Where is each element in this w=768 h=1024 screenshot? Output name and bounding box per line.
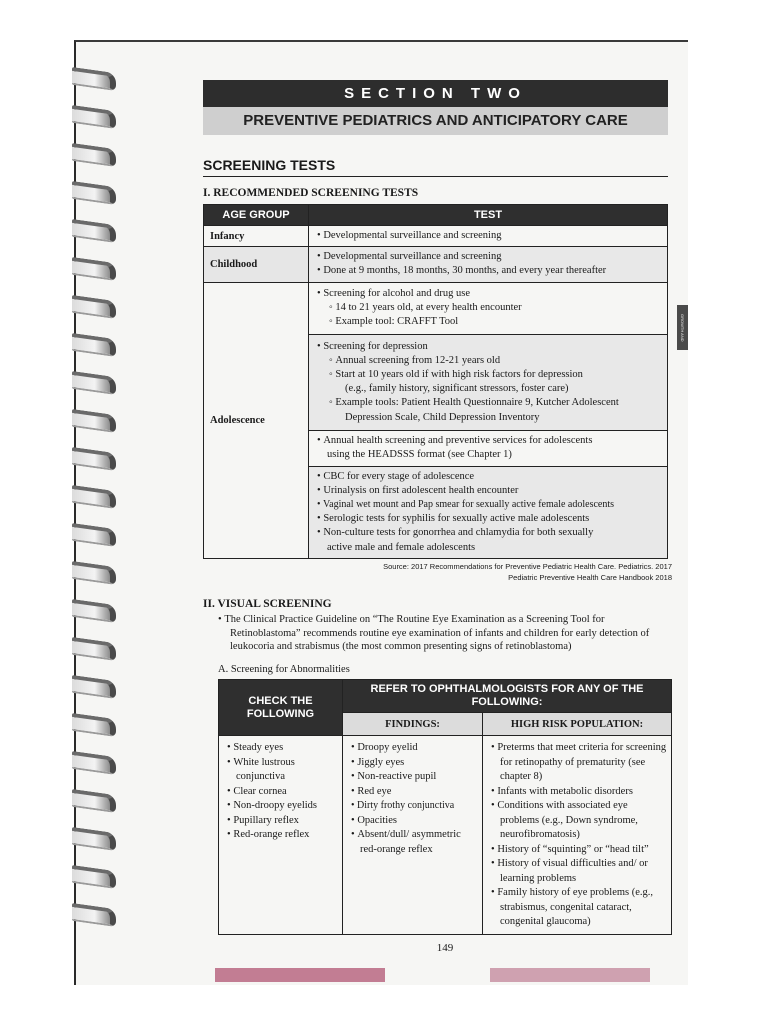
list-item: • Preterms that meet criteria for screening for retinopathy of prematurity (see chapter 8) (491, 741, 667, 785)
list-item: • History of “squinting” or “head tilt” (491, 843, 667, 858)
table-row (204, 247, 668, 282)
test-item: • Done at 9 months, 18 months, 30 months, and every year thereafter (317, 264, 661, 278)
test-item: • Urinalysis on first adolescent health encounter (317, 484, 661, 498)
eye-screening-table (218, 679, 672, 935)
list-item: • Red-orange reflex (227, 828, 338, 843)
list-item: • Red eye (351, 785, 478, 800)
col-header-age-group: AGE GROUP (204, 205, 309, 226)
test-subitem: ◦ 14 to 21 years old, at every health encounter (317, 301, 661, 315)
test-subitem: ◦ Annual screening from 12-21 years old (317, 354, 661, 368)
test-cell (309, 282, 668, 334)
high-risk-column (483, 736, 672, 935)
page-number: 149 (436, 942, 454, 954)
test-item: • Developmental surveillance and screening (317, 250, 661, 264)
table-header-row (219, 680, 672, 713)
col-header-high-risk: HIGH RISK POPULATION: (483, 713, 672, 736)
part1-heading: I. RECOMMENDED SCREENING TESTS (203, 187, 419, 199)
source-line: Pediatric Preventive Health Care Handbook 2018 (508, 573, 672, 582)
test-subitem-cont: Depression Scale, Child Depression Inventory (345, 411, 540, 423)
test-item-cont: using the HEADSSS format (see Chapter 1) (327, 449, 512, 461)
list-item: • Pupillary reflex (227, 814, 338, 829)
col-header-test: TEST (309, 205, 668, 226)
source-citation (300, 561, 672, 583)
test-cell (309, 334, 668, 430)
section-title: SECTION TWO (203, 80, 668, 107)
test-subitem: ◦ Example tool: CRAFFT Tool (317, 315, 661, 329)
guideline-bullet: • The Clinical Practice Guideline on “The Routine Eye Examination as a Screening Tool for Retinoblastoma” recommends routine eye examination of infants and children for early detection of leukocoria and strabismus (the most common presenting signs of retinoblastoma) (218, 613, 670, 654)
test-item: • Developmental surveillance and screening (317, 230, 501, 241)
test-item: • Serologic tests for syphilis for sexually active male adolescents (317, 512, 661, 526)
list-item: • Family history of eye problems (e.g., strabismus, congenital cataract, congenital glaucoma) (491, 886, 667, 930)
part2-heading: II. VISUAL SCREENING (203, 598, 332, 610)
test-item-cont: active male and female adolescents (327, 541, 476, 553)
age-group-adolescence: Adolescence (204, 282, 309, 558)
list-item: • Jiggly eyes (351, 756, 478, 771)
test-item: • Non-culture tests for gonorrhea and chlamydia for both sexually (317, 526, 661, 540)
age-group-childhood: Childhood (204, 247, 309, 282)
test-item: • Screening for depression (317, 340, 661, 354)
col-header-check: CHECK THE FOLLOWING (219, 680, 343, 736)
topic-title: SCREENING TESTS (203, 157, 668, 177)
list-item: • Clear cornea (227, 785, 338, 800)
screening-abnormalities-heading: A. Screening for Abnormalities (218, 664, 350, 675)
list-item: • Opacities (351, 814, 478, 829)
list-item: • Non-reactive pupil (351, 770, 478, 785)
list-item: • Absent/dull/ asymmetric red-orange reflex (351, 828, 478, 857)
table-row (204, 282, 668, 334)
spiral-binding (72, 50, 120, 950)
next-page-edge (215, 968, 670, 986)
test-cell (309, 430, 668, 466)
list-item: • Steady eyes (227, 741, 338, 756)
table-row (219, 736, 672, 935)
list-item: • Non-droopy eyelids (227, 799, 338, 814)
list-item: • Droopy eyelid (351, 741, 478, 756)
test-cell (309, 466, 668, 558)
test-item: • Vaginal wet mount and Pap smear for sexually active female adolescents (317, 498, 661, 512)
findings-column (343, 736, 483, 935)
test-item: • Annual health screening and preventive services for adolescents (317, 434, 661, 448)
visual-screening-text (218, 613, 670, 654)
col-header-refer: REFER TO OPHTHALMOLOGISTS FOR ANY OF THE FOLLOWING: (343, 680, 672, 713)
test-subitem: ◦ Start at 10 years old if with high risk factors for depression (317, 368, 661, 382)
table-header-row (204, 205, 668, 226)
col-header-findings: FINDINGS: (343, 713, 483, 736)
check-column (219, 736, 343, 935)
test-item: • Screening for alcohol and drug use (317, 287, 661, 301)
screening-tests-table (203, 204, 668, 559)
list-item: • Dirty frothy conjunctiva (351, 799, 478, 814)
section-subtitle: PREVENTIVE PEDIATRICS AND ANTICIPATORY CARE (203, 107, 668, 135)
list-item: • Infants with metabolic disorders (491, 785, 667, 800)
test-subitem-cont: (e.g., family history, significant stressors, foster care) (345, 383, 569, 395)
list-item: • White lustrous conjunctiva (227, 756, 338, 785)
test-cell (309, 226, 668, 247)
chapter-side-tab: GROWTH AND (677, 305, 688, 350)
table-row (204, 226, 668, 247)
test-subitem: ◦ Example tools: Patient Health Questionnaire 9, Kutcher Adolescent (317, 396, 661, 410)
test-item: • CBC for every stage of adolescence (317, 470, 661, 484)
age-group-infancy: Infancy (204, 226, 309, 247)
list-item: • Conditions with associated eye problems (e.g., Down syndrome, neurofibromatosis) (491, 799, 667, 843)
test-cell (309, 247, 668, 282)
source-line: Source: 2017 Recommendations for Preventive Pediatric Health Care. Pediatrics. 2017 (383, 562, 672, 571)
list-item: • History of visual difficulties and/ or learning problems (491, 857, 667, 886)
